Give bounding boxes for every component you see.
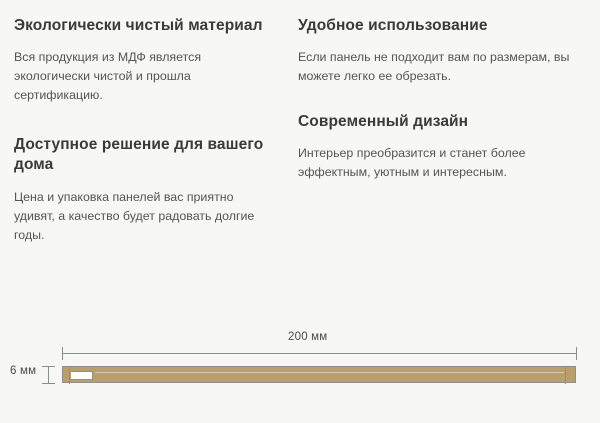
dimension-line-thickness <box>48 366 49 383</box>
panel-edge-line-right <box>565 367 566 384</box>
feature-block-design <box>298 112 582 182</box>
dimension-tick-thickness-top <box>42 366 55 367</box>
right-column <box>290 0 600 245</box>
feature-body-eco: Вся продукция из МДФ является экологически чистой и прошла сертификацию. <box>14 50 202 102</box>
dimension-label-thickness: 6 мм <box>10 365 37 377</box>
panel-highlight-line <box>95 372 564 373</box>
feature-body-design: Интерьер преобразится и станет более эффектным, уютным и интересным. <box>298 146 526 179</box>
feature-block-affordable <box>14 135 270 245</box>
feature-body-affordable: Цена и упаковка панелей вас приятно удивят, а качество будет радовать долгие годы. <box>14 190 255 242</box>
panel-groove <box>71 371 93 380</box>
dimension-tick-width-left <box>62 347 63 360</box>
feature-heading-usage: Удобное использование <box>298 17 488 34</box>
panel-edge-line-left <box>69 367 70 384</box>
left-column <box>0 0 290 245</box>
feature-heading-eco: Экологически чистый материал <box>14 17 263 34</box>
dimension-tick-thickness-bottom <box>42 383 55 384</box>
feature-block-usage <box>298 16 582 86</box>
feature-body-usage: Если панель не подходит вам по размерам, вы можете легко ее обрезать. <box>298 50 570 83</box>
dimension-tick-width-right <box>576 347 577 360</box>
panel-dimension-diagram <box>0 303 600 423</box>
feature-heading-affordable: Доступное решение для вашего дома <box>14 136 264 173</box>
feature-block-eco <box>14 16 270 105</box>
feature-heading-design: Современный дизайн <box>298 113 469 130</box>
dimension-line-width <box>62 353 576 354</box>
mdf-panel-cross-section <box>62 366 576 383</box>
dimension-label-width: 200 мм <box>288 331 328 343</box>
